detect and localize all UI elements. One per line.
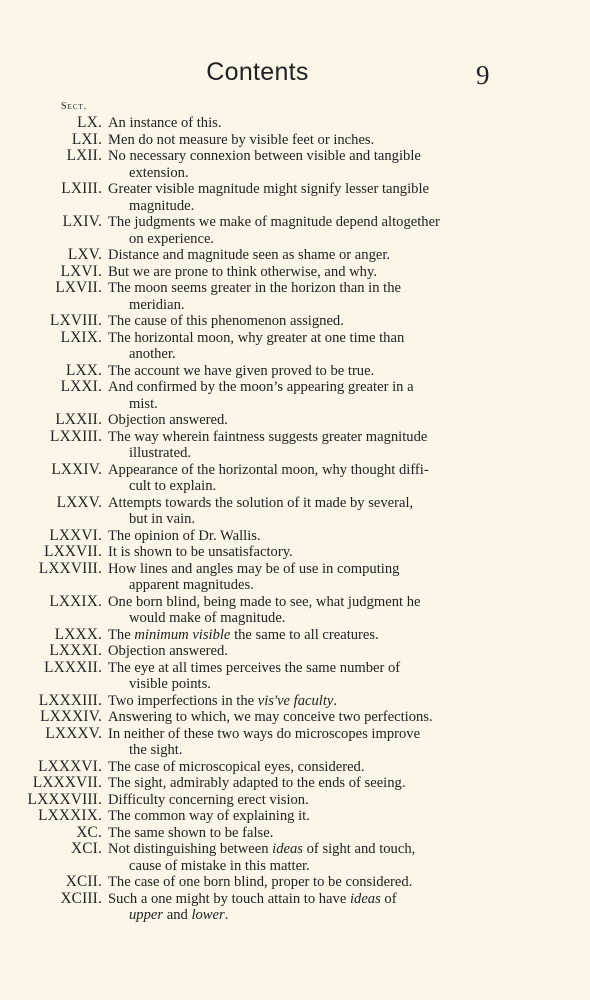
summary-line: No necessary connexion between visible and tangible <box>108 148 421 164</box>
summary-line: The cause of this phenomenon assigned. <box>108 313 344 329</box>
italic-term: ideas <box>349 890 381 907</box>
summary-continuation: would make of magnitude. <box>129 610 286 626</box>
summary-line: The case of one born blind, proper to be considered. <box>108 874 413 890</box>
contents-entry <box>0 693 590 710</box>
contents-entry <box>0 561 590 594</box>
summary-line: Greater visible magnitude might signify lesser tangible <box>108 181 429 197</box>
contents-entry <box>0 313 590 330</box>
contents-entry <box>0 495 590 528</box>
summary-line: Distance and magnitude seen as shame or anger. <box>108 247 391 263</box>
section-number: LXXI. <box>60 378 102 395</box>
section-summary <box>108 825 498 842</box>
contents-entry <box>0 264 590 281</box>
summary-line: Attempts towards the solution of it made by several, <box>108 494 414 511</box>
contents-entry <box>0 643 590 660</box>
section-number: LXXIV. <box>51 460 102 478</box>
summary-continuation: cause of mistake in this matter. <box>129 857 310 874</box>
section-number: LXIII. <box>61 180 102 197</box>
running-head <box>0 58 590 94</box>
section-summary <box>108 759 498 776</box>
summary-continuation: apparent magnitudes. <box>129 577 254 593</box>
section-number: LXII. <box>66 147 102 164</box>
summary-continuation: the sight. <box>129 742 183 758</box>
contents-entry <box>0 214 590 247</box>
section-number: LX. <box>77 114 102 131</box>
contents-entry <box>0 429 590 462</box>
section-number: LXVII. <box>55 279 102 296</box>
section-summary <box>108 693 498 710</box>
summary-line: The opinion of Dr. Wallis. <box>108 527 261 544</box>
contents-entry <box>0 874 590 891</box>
section-summary <box>108 412 498 429</box>
contents-entry <box>0 792 590 809</box>
section-number: LXXX. <box>54 625 102 643</box>
section-summary <box>108 643 498 660</box>
section-number: LXXXIV. <box>40 708 102 725</box>
summary-text: the same to all creatures. <box>230 626 379 643</box>
section-number: LXX. <box>65 361 102 379</box>
section-number: LXVIII. <box>50 312 102 329</box>
italic-term: upper <box>129 907 164 923</box>
summary-line: The account we have given proved to be true. <box>108 362 375 379</box>
summary-line <box>108 693 498 710</box>
contents-entry <box>0 363 590 380</box>
contents-entry <box>0 115 590 132</box>
summary-text: Such a one might by touch attain to have <box>108 890 350 907</box>
section-summary <box>108 891 498 924</box>
summary-text: . <box>333 692 338 709</box>
section-number: LXXXVIII. <box>27 790 102 808</box>
contents-entry <box>0 148 590 181</box>
section-number: LXXXII. <box>44 658 102 676</box>
summary-line: The case of microscopical eyes, considered. <box>108 758 365 775</box>
section-number: LXVI. <box>60 262 102 280</box>
contents-entry <box>0 759 590 776</box>
section-summary <box>108 726 498 759</box>
summary-line: Appearance of the horizontal moon, why thought diffi- <box>108 461 429 478</box>
section-summary <box>108 181 498 214</box>
contents-entry <box>0 594 590 627</box>
contents-entry <box>0 132 590 149</box>
summary-line: Men do not measure by visible feet or inches. <box>108 131 375 148</box>
summary-line <box>108 891 498 908</box>
section-number: LXXIX. <box>49 592 102 610</box>
section-summary <box>108 594 498 627</box>
summary-line: But we are prone to think otherwise, and why. <box>108 263 377 280</box>
section-summary <box>108 379 498 412</box>
section-summary <box>108 214 498 247</box>
section-number: LXXVIII. <box>38 559 102 577</box>
summary-line: The judgments we make of magnitude depend altogether <box>108 214 440 230</box>
section-summary <box>108 247 498 264</box>
section-summary <box>108 544 498 561</box>
contents-entry <box>0 660 590 693</box>
contents-entry <box>0 841 590 874</box>
section-number: LXXVI. <box>49 526 102 544</box>
summary-line: One born blind, being made to see, what judgment he <box>108 593 421 610</box>
section-summary <box>108 841 498 874</box>
section-number: LXI. <box>71 130 102 148</box>
summary-continuation: mist. <box>129 395 158 412</box>
summary-line: In neither of these two ways do microscopes improve <box>108 725 421 742</box>
summary-line: How lines and angles may be of use in computing <box>108 560 400 577</box>
section-summary <box>108 363 498 380</box>
section-summary <box>108 313 498 330</box>
contents-list <box>0 115 590 924</box>
summary-line: Difficulty concerning erect vision. <box>108 791 309 808</box>
summary-line: Objection answered. <box>108 643 228 659</box>
section-summary <box>108 528 498 545</box>
contents-entry <box>0 627 590 644</box>
section-number: LXXXVI. <box>38 757 102 775</box>
italic-term: lower <box>191 907 225 923</box>
contents-entry <box>0 181 590 214</box>
contents-entry <box>0 412 590 429</box>
section-number: LXXV. <box>56 493 102 511</box>
section-summary <box>108 264 498 281</box>
section-number: XC. <box>76 823 102 841</box>
section-number: LXIV. <box>62 213 102 230</box>
section-summary <box>108 148 498 181</box>
contents-entry <box>0 891 590 924</box>
summary-line: The horizontal moon, why greater at one time than <box>108 329 405 346</box>
section-number: LXXXV. <box>45 724 102 742</box>
section-summary <box>108 561 498 594</box>
italic-term: minimum visible <box>134 626 231 643</box>
summary-line: It is shown to be unsatisfactory. <box>108 544 293 560</box>
summary-line <box>108 841 498 858</box>
contents-entry <box>0 280 590 313</box>
section-number: LXXXIX. <box>38 807 102 824</box>
contents-entry <box>0 528 590 545</box>
section-summary <box>108 627 498 644</box>
summary-line: The moon seems greater in the horizon than in the <box>108 280 402 296</box>
summary-continuation: another. <box>129 346 176 362</box>
summary-line: The eye at all times perceives the same number of <box>108 659 401 676</box>
contents-entry <box>0 544 590 561</box>
section-summary <box>108 429 498 462</box>
section-summary <box>108 660 498 693</box>
summary-text: Two imperfections in the <box>108 692 258 709</box>
summary-line: And confirmed by the moon’s appearing greater in a <box>108 379 414 395</box>
summary-continuation: illustrated. <box>129 445 192 461</box>
section-summary <box>108 709 498 726</box>
italic-term: ideas <box>272 841 303 857</box>
section-summary <box>108 775 498 792</box>
section-number: LXV. <box>67 246 102 263</box>
summary-line: The common way of explaining it. <box>108 808 310 824</box>
section-summary <box>108 874 498 891</box>
section-summary <box>108 462 498 495</box>
section-number: LXXII. <box>55 411 102 428</box>
summary-text: of sight and touch, <box>302 841 416 857</box>
contents-entry <box>0 775 590 792</box>
summary-continuation: but in vain. <box>129 511 196 527</box>
summary-continuation: cult to explain. <box>129 478 217 494</box>
section-number: LXXXVII. <box>32 774 102 791</box>
page-title: Contents <box>206 58 309 86</box>
section-number: XCIII. <box>60 889 102 907</box>
section-summary <box>108 792 498 809</box>
section-number: LXXVII. <box>44 543 102 560</box>
section-number: LXXXIII. <box>38 691 102 709</box>
section-column-label: Sect. <box>61 101 88 112</box>
section-number: LXIX. <box>60 328 102 346</box>
page-number: 9 <box>476 60 490 90</box>
summary-text: Not distinguishing between <box>108 841 273 857</box>
contents-entry <box>0 808 590 825</box>
section-number: LXXXI. <box>49 642 102 659</box>
section-summary <box>108 495 498 528</box>
section-number: XCII. <box>65 873 102 890</box>
summary-line: The sight, admirably adapted to the ends of seeing. <box>108 775 406 791</box>
summary-text: The <box>108 626 135 643</box>
contents-entry <box>0 330 590 363</box>
contents-entry <box>0 709 590 726</box>
summary-line: The same shown to be false. <box>108 824 274 841</box>
contents-entry <box>0 247 590 264</box>
section-summary <box>108 115 498 132</box>
summary-line: Objection answered. <box>108 412 228 428</box>
section-summary <box>108 132 498 149</box>
summary-continuation: magnitude. <box>129 197 195 214</box>
summary-continuation: on experience. <box>129 230 215 247</box>
summary-line: An instance of this. <box>108 115 222 131</box>
summary-text: . <box>224 907 229 923</box>
section-number: XCI. <box>71 840 102 857</box>
summary-continuation <box>108 907 498 924</box>
summary-line: The way wherein faintness suggests greater magnitude <box>108 428 428 445</box>
contents-entry <box>0 825 590 842</box>
summary-text: of <box>380 890 397 907</box>
summary-continuation: visible points. <box>129 676 211 692</box>
italic-term: vis've faculty <box>257 692 334 709</box>
contents-entry <box>0 379 590 412</box>
section-summary <box>108 330 498 363</box>
section-number: LXXIII. <box>50 427 102 445</box>
summary-line: Answering to which, we may conceive two perfections. <box>108 709 433 725</box>
summary-continuation: meridian. <box>129 296 185 313</box>
contents-entry <box>0 726 590 759</box>
contents-entry <box>0 462 590 495</box>
section-summary <box>108 280 498 313</box>
summary-continuation: extension. <box>129 164 189 181</box>
summary-text: and <box>163 907 192 923</box>
section-summary <box>108 808 498 825</box>
summary-line <box>108 627 498 644</box>
